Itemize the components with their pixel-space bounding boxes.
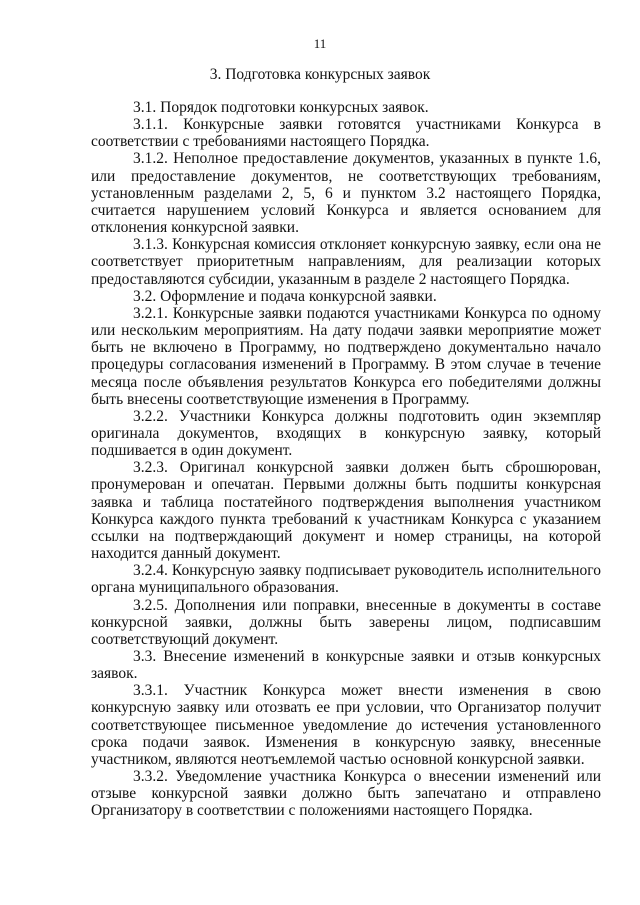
page-number: 11 — [313, 36, 327, 51]
paragraph-3-1-1: 3.1.1. Конкурсные заявки готовятся участниками Конкурса в соответствии с требованиями настоящего Порядка. — [91, 116, 601, 151]
paragraph-3-1: 3.1. Порядок подготовки конкурсных заявок. — [133, 99, 429, 116]
paragraph-3-2-1: 3.2.1. Конкурсные заявки подаются участниками Конкурса по одному или нескольким мероприятиям. На дату подачи заявки мероприятие может быть не включено в Программу, но подтверждено документально начало процедуры согласования изменений в Программу. В этом случае в течение месяца после объявления результатов Конкурса его победителями должны быть внесены соответствующие изменения в Программу. — [91, 304, 601, 408]
paragraph-3-3-1: 3.3.1. Участник Конкурса может внести изменения в свою конкурсную заявку или отозвать ее при условии, что Организатор получит соответствующее письменное уведомление до истечения установленного срока подачи заявок. Изменения в конкурсную заявку, внесенные участником, являются неотъемлемой частью основной конкурсной заявки. — [91, 682, 601, 768]
paragraph-3-3: 3.3. Внесение изменений в конкурсные заявки и отзыв конкурсных заявок. — [91, 648, 601, 683]
paragraph-3-1-2: 3.1.2. Неполное предоставление документов, указанных в пункте 1.6, или предоставление документов, не соответствующих требованиям, установленным разделами 2, 5, 6 и пунктом 3.2 настоящего Порядка, считается нарушением условий Конкурса и является основанием для отклонения конкурсной заявки. — [91, 150, 601, 237]
paragraph-3-2-4: 3.2.4. Конкурсную заявку подписывает руководитель исполнительного органа муниципального образования. — [91, 562, 601, 597]
paragraph-3-2: 3.2. Оформление и подача конкурсной заявки. — [133, 287, 437, 305]
paragraph-3-3-2: 3.3.2. Уведомление участника Конкурса о внесении изменений или отзыве конкурсной заявки должно быть запечатано и отправлено Организатору в соответствии с положениями настоящего Порядка. — [91, 768, 601, 820]
paragraph-3-2-3: 3.2.3. Оригинал конкурсной заявки должен быть сброшюрован, пронумерован и опечатан. Первыми должны быть подшиты конкурсная заявка и таблица постатейного подтверждения выполнения участником Конкурса каждого пункта требований к участникам Конкурса с указанием ссылки на подтверждающий документ и номер страницы, на которой находится данный документ. — [91, 459, 601, 563]
paragraph-3-2-5: 3.2.5. Дополнения или поправки, внесенные в документы в составе конкурсной заявки, должны быть заверены лицом, подписавшим соответствующий документ. — [91, 596, 601, 648]
section-title: 3. Подготовка конкурсных заявок — [209, 66, 431, 83]
document-body — [91, 99, 601, 820]
paragraph-3-2-2: 3.2.2. Участники Конкурса должны подготовить один экземпляр оригинала документов, входящих в конкурсную заявку, который подшивается в один документ. — [91, 407, 601, 460]
paragraph-3-1-3: 3.1.3. Конкурсная комиссия отклоняет конкурсную заявку, если она не соответствует приоритетным направлениям, для реализации которых предоставляются субсидии, указанным в разделе 2 настоящего Порядка. — [91, 236, 601, 288]
